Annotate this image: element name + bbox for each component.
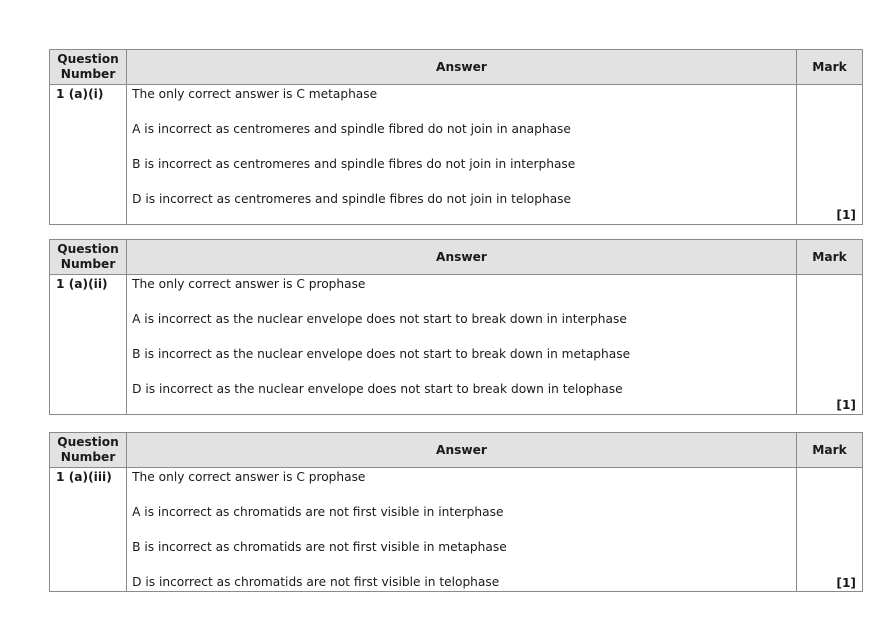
answer-line: A is incorrect as centromeres and spindle fibred do not join in anaphase bbox=[132, 122, 571, 136]
mark-header: Mark bbox=[796, 50, 862, 85]
answer-line: D is incorrect as centromeres and spindle fibres do not join in telophase bbox=[132, 192, 572, 206]
answer-header: Answer bbox=[127, 433, 797, 468]
table-row bbox=[50, 275, 863, 415]
table-row bbox=[50, 468, 863, 592]
answer-line: D is incorrect as the nuclear envelope does not start to break down in telophase bbox=[132, 382, 623, 396]
answer-line: D is incorrect as chromatids are not first visible in telophase bbox=[132, 575, 500, 589]
mark-scheme-table-1 bbox=[49, 49, 863, 225]
table-header-row bbox=[50, 240, 863, 275]
answer-line: A is incorrect as the nuclear envelope does not start to break down in interphase bbox=[132, 312, 627, 326]
mark-scheme-table-2 bbox=[49, 239, 863, 415]
answer-cell bbox=[127, 85, 797, 225]
answer-line: A is incorrect as chromatids are not first visible in interphase bbox=[132, 505, 504, 519]
answer-line: B is incorrect as centromeres and spindle fibres do not join in interphase bbox=[132, 157, 576, 171]
mark-header: Mark bbox=[796, 433, 862, 468]
answer-cell bbox=[127, 275, 797, 415]
mark-value: [1] bbox=[796, 468, 862, 592]
mark-value: [1] bbox=[796, 85, 862, 225]
question-number-header: Question Number bbox=[50, 50, 127, 85]
answer-line: B is incorrect as chromatids are not first visible in metaphase bbox=[132, 540, 507, 554]
answer-line: B is incorrect as the nuclear envelope does not start to break down in metaphase bbox=[132, 347, 631, 361]
answer-line: The only correct answer is C prophase bbox=[132, 277, 366, 291]
answer-header: Answer bbox=[127, 240, 797, 275]
mark-header: Mark bbox=[796, 240, 862, 275]
question-number-header: Question Number bbox=[50, 240, 127, 275]
table-header-row bbox=[50, 50, 863, 85]
answer-cell bbox=[127, 468, 797, 592]
answer-header: Answer bbox=[127, 50, 797, 85]
table-row bbox=[50, 85, 863, 225]
table-header-row bbox=[50, 433, 863, 468]
mark-scheme-table-3 bbox=[49, 432, 863, 592]
question-number: 1 (a)(i) bbox=[50, 85, 127, 225]
mark-value: [1] bbox=[796, 275, 862, 415]
answer-line: The only correct answer is C metaphase bbox=[132, 87, 378, 101]
question-number: 1 (a)(ii) bbox=[50, 275, 127, 415]
question-number-header: Question Number bbox=[50, 433, 127, 468]
question-number: 1 (a)(iii) bbox=[50, 468, 127, 592]
answer-line: The only correct answer is C prophase bbox=[132, 470, 366, 484]
